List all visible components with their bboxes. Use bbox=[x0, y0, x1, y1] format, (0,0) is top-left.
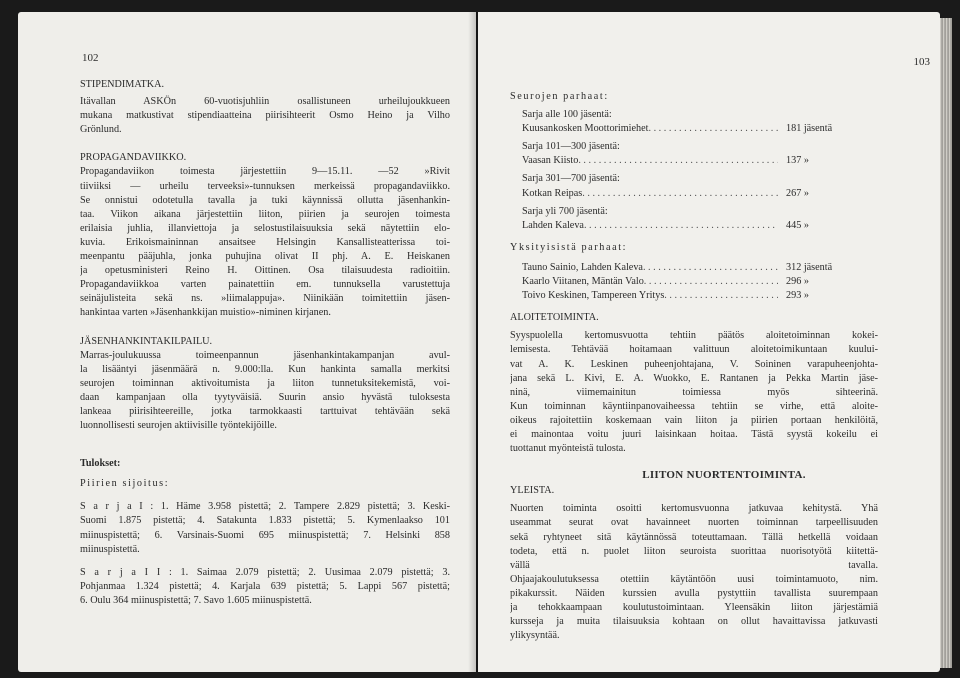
text-line: Nuorten toiminta osoitti kertomusvuonna jatkuvaa kehitystä. Yhä bbox=[510, 503, 878, 515]
text-line: mukana matkustivat stipendiaatteina piirisihteerit Osmo Heino ja Vilho bbox=[80, 110, 450, 122]
text-line: meenpantu pääjuhla, jonka puhujina olivat II phj. A. E. Heiskanen bbox=[80, 251, 450, 263]
leader-dots bbox=[584, 219, 778, 233]
leader-dots bbox=[578, 154, 778, 168]
spacer bbox=[80, 433, 450, 457]
club-name: Kotkan Reipas bbox=[522, 187, 583, 199]
individual-entry bbox=[510, 275, 878, 289]
text-line: Itävallan ASKÖn 60-vuotisjuhliin osallistuneen urheilujoukkueen bbox=[80, 96, 450, 108]
right-page bbox=[478, 12, 940, 672]
spacer bbox=[510, 303, 878, 311]
text-line: jana sekä L. Kivi, E. A. Wuokko, E. Rantanen ja Pekka Martin jäse- bbox=[510, 372, 878, 384]
text-line: seinäjulisteita sekä ns. »liimalappuja». Niinikään toimitettiin jäsen- bbox=[80, 293, 450, 305]
text-line: luonnollisesti seurojen aktiivisille työntekijöille. bbox=[80, 420, 277, 432]
section-heading: JÄSENHANKINTAKILPAILU. bbox=[80, 335, 213, 347]
text-line: ja opetusministeri Reino H. Oittinen. Osa tilaisuudesta radioitiin. bbox=[80, 265, 450, 277]
text-line: Se onnistui odotetulla tavalla ja tuki käynnissä ollutta jäsenhankin- bbox=[80, 194, 450, 206]
text-line: todeta, että n. puolet liiton seuroista suorittaa nuorisotyötä kiitettä- bbox=[510, 545, 878, 557]
text-line: tuottanut myönteistä tulosta. bbox=[510, 443, 626, 455]
individual-name: Tauno Sainio, Lahden Kaleva bbox=[522, 261, 643, 273]
individual-entry bbox=[510, 261, 878, 275]
left-column bbox=[80, 78, 450, 608]
page-edges bbox=[940, 18, 952, 668]
text-line: Syyspuolella kertomusvuotta tehtiin päätös aloitetoiminnan kokei- bbox=[510, 330, 878, 342]
individual-entry bbox=[510, 289, 878, 303]
text-line: vat A. K. Leskinen puheenjohtajana, V. Soininen varapuheenjohta- bbox=[510, 358, 878, 370]
text-line: ja tehokkaampaan koulutustoimintaan. Yleensäkin liiton järjestämiä bbox=[510, 602, 878, 613]
club-entry bbox=[510, 154, 878, 168]
text-line: miinuspistettä; 6. Varsinais-Suomi 695 miinuspistettä; 7. Helsinki 858 bbox=[80, 529, 450, 541]
club-entry bbox=[510, 122, 878, 136]
text-line: la lisääntyi jäsenmäärä n. 9.000:lla. Kun hankinta samalla merkitsi bbox=[80, 363, 450, 375]
right-column bbox=[510, 90, 878, 643]
leader-dots bbox=[644, 275, 778, 289]
spacer bbox=[80, 491, 450, 500]
text-line: ei mainontaa voitu juuri laisinkaan hoitaa. Tästä syystä kokeilu ei bbox=[510, 428, 878, 440]
leader-dots bbox=[648, 122, 778, 136]
leader-dots bbox=[582, 187, 778, 201]
page-number-right: 103 bbox=[913, 56, 930, 68]
text-line: kuvia. Erikoismaininnan ansaitsee Helsingin Kansallisteatterissa toi- bbox=[80, 236, 450, 248]
individual-value: 312 jäsentä bbox=[786, 261, 833, 273]
leader-dots bbox=[643, 261, 778, 275]
club-value: 181 jäsentä bbox=[786, 123, 833, 135]
section-heading: ALOITETOIMINTA. bbox=[510, 312, 599, 324]
individual-value: 293 » bbox=[786, 290, 809, 302]
text-line: S a r j a I I : 1. Saimaa 2.079 pistettä; 2. Uusimaa 2.079 pistettä; 3. bbox=[80, 566, 450, 578]
text-line: ninä, viimemainitun toimiessa myös sihteerinä. bbox=[510, 386, 878, 398]
text-line: lemisesta. Tehtävää hoitamaan valittuun aloitetoimikuntaan kuului- bbox=[510, 344, 878, 356]
leader-dots bbox=[664, 289, 778, 303]
clubs-title: Seurojen parhaat: bbox=[510, 91, 609, 102]
spacer bbox=[510, 233, 878, 241]
text-line: daan kampanjaan olla tyytyväisiä. Suurin ansio hyvästä tuloksesta bbox=[80, 391, 450, 403]
text-line: erilaisia juhlia, illanviettoja ja selostustilaisuuksia sekä näytettiin elo- bbox=[80, 222, 450, 234]
club-value: 445 » bbox=[786, 219, 809, 231]
club-name: Kuusankosken Moottorimiehet bbox=[522, 123, 649, 135]
club-name: Lahden Kaleva bbox=[522, 219, 584, 231]
text-line: Propagandaviikon toimesta järjestettiin 9—15.11. —52 »Rivit bbox=[80, 166, 450, 178]
club-series: Sarja alle 100 jäsentä: bbox=[522, 109, 612, 121]
text-line: pikakurssit. Näiden kurssien avulla pystyttiin tavallista suurempaan bbox=[510, 587, 878, 599]
text-line: oikeus rajoitettiin koskemaan vain liiton ja piirien portaan henkilöitä, bbox=[510, 414, 878, 426]
text-line: sekä ryhtyneet sitä käytännössä toteuttamaan. Tällä hetkellä voidaan bbox=[510, 531, 878, 543]
individual-name: Kaarlo Viitanen, Mäntän Valo bbox=[522, 276, 644, 288]
text-line: Suomi 1.875 pistettä; 4. Satakunta 1.833 pistettä; 5. Kymenlaakso 101 bbox=[80, 515, 450, 527]
text-line: useammat seurat ovat havainneet nuorten toiminnan tarpeellisuuden bbox=[510, 517, 878, 529]
club-series: Sarja 301—700 jäsentä: bbox=[522, 173, 620, 185]
individuals-title: Yksityisistä parhaat: bbox=[510, 241, 628, 253]
districts-title: Piirien sijoitus: bbox=[80, 478, 170, 490]
spacer bbox=[80, 557, 450, 566]
text-line: Grönlund. bbox=[80, 124, 122, 136]
text-line: Pohjanmaa 1.324 pistettä; 4. Karjala 639 pistettä; 5. Lappi 567 pistettä; bbox=[80, 580, 450, 592]
text-line: vällä tavalla. bbox=[510, 559, 878, 571]
results-title: Tulokset: bbox=[80, 458, 121, 470]
text-line: Propagandaviikkoa varten painatettiin em. tunnuksella varustettuja bbox=[80, 279, 450, 291]
text-line: miinuspistettä. bbox=[80, 543, 140, 555]
text-line: taa. Viikon aikana järjestettiin liiton, piirien ja seurojen toimesta bbox=[80, 208, 450, 220]
section-heading: YLEISTA. bbox=[510, 485, 555, 497]
left-page bbox=[18, 12, 476, 672]
page-number-left: 102 bbox=[82, 52, 99, 64]
text-line: lankeaa piirisihteereille, jotka tarmokkaasti tarttuivat tehtävään sekä bbox=[80, 405, 450, 417]
club-name: Vaasan Kiisto bbox=[522, 155, 579, 167]
club-entry bbox=[510, 187, 878, 201]
text-line: kursseja ja muita tilaisuuksia kohtaan on ollut havaittavissa jatkuvasti bbox=[510, 616, 878, 628]
text-line: S a r j a I : 1. Häme 3.958 pistettä; 2. Tampere 2.829 pistettä; 3. Keski- bbox=[80, 501, 450, 513]
text-line: Ohjaajakoulutuksessa otettiin käytäntöön uusi toimintamuoto, nim. bbox=[510, 573, 878, 585]
text-line: tiiviiksi — urheilu terveeksi»-tunnuksen merkeissä propagandaviikko. bbox=[80, 180, 450, 192]
text-line: 6. Oulu 364 miinuspistettä; 7. Savo 1.605 miinuspistettä. bbox=[80, 594, 312, 606]
text-line: seurojen toiminnan aktivoitumista ja liiton tunnetuksitekemistä, voi- bbox=[80, 377, 450, 389]
nuorten-title: LIITON NUORTENTOIMINTA. bbox=[642, 469, 806, 482]
text-line: Marras-joulukuussa toimeenpannun jäsenhankintakampanjan avul- bbox=[80, 349, 450, 361]
individual-value: 296 » bbox=[786, 276, 809, 288]
text-line: Kun toiminnan käyntiinpanovaiheessa tehtiin se virhe, että aloite- bbox=[510, 400, 878, 412]
section-heading: STIPENDIMATKA. bbox=[80, 79, 165, 90]
section-heading: PROPAGANDAVIIKKO. bbox=[80, 152, 187, 164]
text-line: hankintaa varten »Jäsenhankkijan muistio»-niminen kirjanen. bbox=[80, 307, 331, 319]
club-series: Sarja 101—300 jäsentä: bbox=[522, 141, 620, 153]
club-value: 137 » bbox=[786, 155, 809, 167]
club-entry bbox=[510, 219, 878, 233]
text-line: ylikysyntää. bbox=[510, 630, 560, 642]
club-series: Sarja yli 700 jäsentä: bbox=[522, 205, 608, 217]
individual-name: Toivo Keskinen, Tampereen Yritys bbox=[522, 290, 665, 302]
club-value: 267 » bbox=[786, 187, 809, 199]
